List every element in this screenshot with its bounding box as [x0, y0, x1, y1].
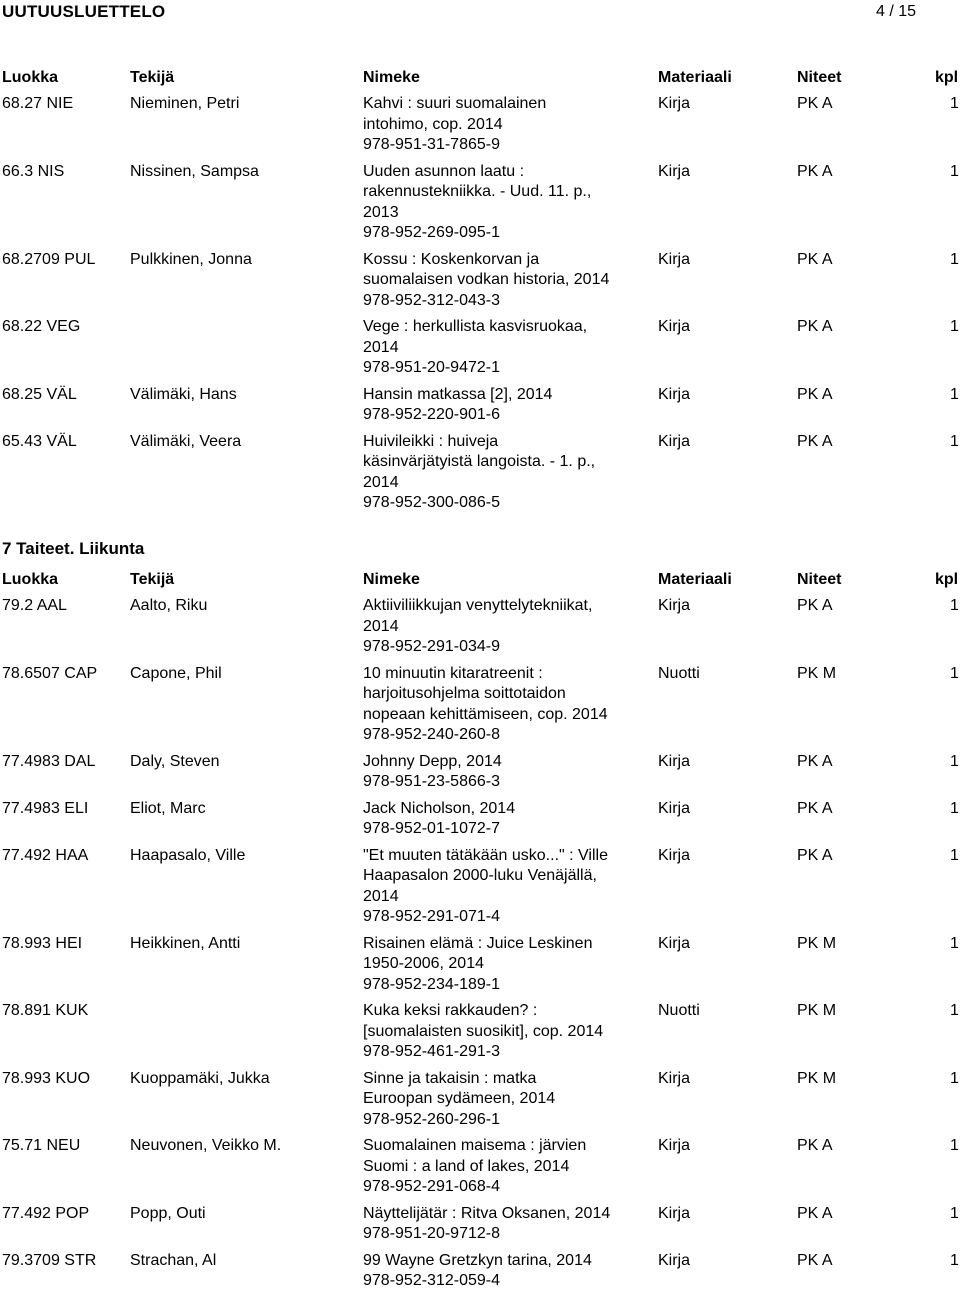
nimeke-line: Jack Nicholson, 2014 — [363, 799, 516, 817]
cell-nimeke — [363, 385, 653, 426]
cell-kpl: 1 — [950, 1204, 959, 1222]
cell-tekija: Välimäki, Hans — [130, 385, 237, 403]
cell-luokka: 77.492 POP — [2, 1204, 90, 1222]
cell-tekija: Heikkinen, Antti — [130, 934, 241, 952]
cell-tekija: Välimäki, Veera — [130, 432, 242, 450]
page-header — [0, 0, 960, 24]
cell-tekija: Capone, Phil — [130, 664, 222, 682]
cell-kpl: 1 — [950, 597, 959, 614]
nimeke-line: 1950-2006, 2014 — [363, 955, 484, 972]
nimeke-line: 978-951-31-7865-9 — [363, 136, 500, 153]
cell-tekija: Aalto, Riku — [130, 597, 208, 614]
nimeke-line: 2014 — [363, 617, 399, 635]
column-header-nimeke: Nimeke — [363, 571, 420, 588]
cell-kpl: 1 — [950, 385, 959, 403]
nimeke-line: 978-952-291-034-9 — [363, 638, 500, 655]
column-header-row — [0, 562, 960, 596]
cell-niteet: PK M — [797, 1069, 837, 1087]
nimeke-line: 978-952-269-095-1 — [363, 224, 500, 241]
cell-niteet: PK A — [797, 597, 833, 614]
column-header-luokka: Luokka — [2, 69, 59, 86]
table-row — [0, 1069, 960, 1137]
page-number: 4 / 15 — [875, 3, 916, 20]
cell-niteet: PK A — [797, 250, 833, 268]
cell-tekija: Strachan, Al — [130, 1251, 217, 1269]
cell-nimeke — [363, 162, 653, 244]
cell-materiaali: Kirja — [658, 1204, 691, 1222]
cell-nimeke — [363, 94, 653, 156]
cell-nimeke — [363, 432, 653, 514]
table-row — [0, 432, 960, 520]
cell-kpl: 1 — [950, 250, 959, 268]
catalog-section-1 — [0, 60, 960, 520]
cell-nimeke — [363, 934, 653, 996]
nimeke-line: 978-952-291-071-4 — [363, 908, 500, 925]
cell-niteet: PK A — [797, 1204, 833, 1222]
column-header-materiaali: Materiaali — [658, 69, 732, 86]
nimeke-line: harjoitusohjelma soittotaidon — [363, 685, 566, 702]
cell-nimeke — [363, 1069, 653, 1131]
nimeke-line: 978-951-20-9472-1 — [363, 359, 500, 376]
document-title: UUTUUSLUETTELO — [2, 2, 166, 21]
nimeke-line: 2014 — [363, 887, 399, 905]
section-title: 7 Taiteet. Liikunta — [2, 539, 145, 558]
nimeke-line: "Et muuten tätäkään usko..." : Ville — [363, 846, 608, 864]
cell-luokka: 77.4983 DAL — [2, 752, 96, 770]
cell-luokka: 78.891 KUK — [2, 1002, 89, 1019]
cell-materiaali: Nuotti — [658, 664, 700, 682]
catalog-rows — [0, 596, 960, 1298]
table-row — [0, 799, 960, 846]
cell-nimeke — [363, 664, 653, 746]
table-row — [0, 1001, 960, 1069]
cell-kpl: 1 — [950, 1137, 959, 1154]
column-header-row — [0, 60, 960, 94]
cell-niteet: PK A — [797, 95, 833, 112]
nimeke-line: Aktiiviliikkujan venyttelytekniikat, — [363, 597, 593, 614]
cell-niteet: PK M — [797, 664, 837, 682]
nimeke-line: Suomi : a land of lakes, 2014 — [363, 1157, 570, 1175]
cell-luokka: 78.993 HEI — [2, 934, 83, 952]
table-row — [0, 596, 960, 664]
nimeke-line: 10 minuutin kitaratreenit : — [363, 664, 543, 682]
nimeke-line: 978-952-312-043-3 — [363, 291, 500, 309]
cell-niteet: PK M — [797, 1002, 837, 1019]
cell-nimeke — [363, 1204, 653, 1245]
cell-luokka: 68.27 NIE — [2, 95, 74, 112]
column-header-tekija: Tekijä — [130, 69, 175, 86]
cell-nimeke — [363, 1251, 653, 1292]
cell-nimeke — [363, 846, 653, 928]
nimeke-line: nopeaan kehittämiseen, cop. 2014 — [363, 705, 608, 723]
cell-luokka: 68.2709 PUL — [2, 250, 96, 268]
cell-kpl: 1 — [950, 432, 959, 450]
column-header-niteet: Niteet — [797, 571, 842, 588]
cell-kpl: 1 — [950, 846, 959, 864]
cell-materiaali: Nuotti — [658, 1002, 700, 1019]
nimeke-line: käsinvärjätyistä langoista. - 1. p., — [363, 453, 596, 470]
cell-luokka: 65.43 VÄL — [2, 432, 77, 450]
cell-materiaali: Kirja — [658, 385, 691, 403]
cell-niteet: PK A — [797, 1137, 833, 1154]
nimeke-line: Hansin matkassa [2], 2014 — [363, 385, 553, 403]
nimeke-line: intohimo, cop. 2014 — [363, 115, 503, 133]
cell-tekija: Haapasalo, Ville — [130, 846, 246, 864]
cell-luokka: 77.492 HAA — [2, 846, 89, 864]
cell-niteet: PK A — [797, 752, 833, 770]
cell-materiaali: Kirja — [658, 597, 691, 614]
nimeke-line: 978-952-461-291-3 — [363, 1043, 500, 1060]
catalog-rows — [0, 94, 960, 520]
column-header-tekija: Tekijä — [130, 571, 175, 588]
cell-materiaali: Kirja — [658, 162, 691, 180]
nimeke-line: Haapasalon 2000-luku Venäjällä, — [363, 867, 597, 884]
cell-kpl: 1 — [950, 1069, 959, 1087]
nimeke-line: Vege : herkullista kasvisruokaa, — [363, 318, 588, 335]
nimeke-line: Kuka keksi rakkauden? : — [363, 1002, 538, 1019]
cell-tekija: Pulkkinen, Jonna — [130, 250, 252, 268]
cell-materiaali: Kirja — [658, 799, 691, 817]
cell-materiaali: Kirja — [658, 934, 691, 952]
column-header-kpl: kpl — [935, 69, 959, 86]
nimeke-line: 978-952-300-086-5 — [363, 494, 500, 511]
cell-luokka: 78.6507 CAP — [2, 664, 98, 682]
cell-niteet: PK A — [797, 1251, 833, 1269]
nimeke-line: rakennustekniikka. - Uud. 11. p., — [363, 183, 592, 200]
nimeke-line: Euroopan sydämeen, 2014 — [363, 1090, 556, 1107]
cell-materiaali: Kirja — [658, 846, 691, 864]
nimeke-line: 978-952-01-1072-7 — [363, 820, 500, 837]
table-row — [0, 317, 960, 385]
nimeke-line: 978-952-234-189-1 — [363, 975, 500, 993]
table-row — [0, 385, 960, 432]
column-header-materiaali: Materiaali — [658, 571, 732, 588]
table-row — [0, 94, 960, 162]
cell-nimeke — [363, 799, 653, 840]
table-row — [0, 752, 960, 799]
cell-kpl: 1 — [950, 1251, 959, 1269]
nimeke-line: [suomalaisten suosikit], cop. 2014 — [363, 1022, 604, 1040]
nimeke-line: Huivileikki : huiveja — [363, 432, 499, 450]
cell-niteet: PK A — [797, 318, 833, 335]
nimeke-line: 99 Wayne Gretzkyn tarina, 2014 — [363, 1251, 592, 1269]
cell-luokka: 77.4983 ELI — [2, 799, 89, 817]
nimeke-line: 978-952-260-296-1 — [363, 1110, 500, 1128]
table-row — [0, 250, 960, 318]
nimeke-line: 978-951-23-5866-3 — [363, 773, 500, 790]
cell-materiaali: Kirja — [658, 250, 691, 268]
cell-niteet: PK A — [797, 385, 833, 403]
nimeke-line: Suomalainen maisema : järvien — [363, 1137, 587, 1154]
cell-nimeke — [363, 596, 653, 658]
cell-tekija: Eliot, Marc — [130, 799, 206, 817]
cell-tekija: Nieminen, Petri — [130, 95, 240, 112]
catalog-section-2 — [0, 536, 960, 1298]
cell-materiaali: Kirja — [658, 752, 691, 770]
nimeke-line: Uuden asunnon laatu : — [363, 162, 525, 180]
cell-luokka: 68.22 VEG — [2, 318, 81, 335]
cell-kpl: 1 — [950, 799, 959, 817]
nimeke-line: Risainen elämä : Juice Leskinen — [363, 934, 593, 952]
cell-nimeke — [363, 250, 653, 312]
cell-luokka: 68.25 VÄL — [2, 385, 77, 403]
cell-tekija: Daly, Steven — [130, 752, 220, 770]
table-row — [0, 162, 960, 250]
table-row — [0, 664, 960, 752]
cell-luokka: 75.71 NEU — [2, 1137, 81, 1154]
nimeke-line: 978-952-312-059-4 — [363, 1272, 500, 1289]
cell-materiaali: Kirja — [658, 318, 691, 335]
column-header-nimeke: Nimeke — [363, 69, 420, 86]
nimeke-line: 978-951-20-9712-8 — [363, 1225, 500, 1242]
cell-materiaali: Kirja — [658, 1069, 691, 1087]
cell-kpl: 1 — [950, 752, 959, 770]
cell-kpl: 1 — [950, 934, 959, 952]
nimeke-line: Kahvi : suuri suomalainen — [363, 95, 547, 112]
nimeke-line: 2013 — [363, 203, 399, 221]
nimeke-line: Kossu : Koskenkorvan ja — [363, 250, 540, 268]
nimeke-line: 978-952-220-901-6 — [363, 406, 500, 423]
cell-luokka: 79.2 AAL — [2, 597, 67, 614]
table-row — [0, 1136, 960, 1204]
cell-kpl: 1 — [950, 664, 959, 682]
nimeke-line: Sinne ja takaisin : matka — [363, 1069, 537, 1087]
cell-materiaali: Kirja — [658, 95, 691, 112]
nimeke-line: 978-952-240-260-8 — [363, 726, 500, 743]
cell-luokka: 66.3 NIS — [2, 162, 65, 180]
nimeke-line: Näyttelijätär : Ritva Oksanen, 2014 — [363, 1204, 611, 1222]
cell-tekija: Popp, Outi — [130, 1204, 206, 1222]
nimeke-line: Johnny Depp, 2014 — [363, 752, 502, 770]
nimeke-line: 978-952-291-068-4 — [363, 1178, 500, 1195]
cell-nimeke — [363, 752, 653, 793]
cell-niteet: PK M — [797, 934, 837, 952]
cell-materiaali: Kirja — [658, 1251, 691, 1269]
cell-niteet: PK A — [797, 799, 833, 817]
cell-tekija: Neuvonen, Veikko M. — [130, 1137, 282, 1154]
cell-tekija: Kuoppamäki, Jukka — [130, 1069, 270, 1087]
nimeke-line: 2014 — [363, 473, 399, 491]
cell-materiaali: Kirja — [658, 432, 691, 450]
cell-tekija: Nissinen, Sampsa — [130, 162, 259, 180]
nimeke-line: 2014 — [363, 338, 399, 356]
cell-nimeke — [363, 1001, 653, 1063]
table-row — [0, 1204, 960, 1251]
column-header-kpl: kpl — [935, 571, 959, 588]
cell-materiaali: Kirja — [658, 1137, 691, 1154]
table-row — [0, 934, 960, 1002]
cell-nimeke — [363, 317, 653, 379]
cell-luokka: 79.3709 STR — [2, 1251, 97, 1269]
column-header-niteet: Niteet — [797, 69, 842, 86]
cell-kpl: 1 — [950, 95, 959, 112]
table-row — [0, 1251, 960, 1298]
table-row — [0, 846, 960, 934]
cell-niteet: PK A — [797, 162, 833, 180]
cell-nimeke — [363, 1136, 653, 1198]
cell-kpl: 1 — [950, 1002, 959, 1019]
cell-luokka: 78.993 KUO — [2, 1069, 91, 1087]
cell-kpl: 1 — [950, 318, 959, 335]
cell-niteet: PK A — [797, 846, 833, 864]
cell-niteet: PK A — [797, 432, 833, 450]
nimeke-line: suomalaisen vodkan historia, 2014 — [363, 271, 610, 288]
cell-kpl: 1 — [950, 162, 959, 180]
column-header-luokka: Luokka — [2, 571, 59, 588]
